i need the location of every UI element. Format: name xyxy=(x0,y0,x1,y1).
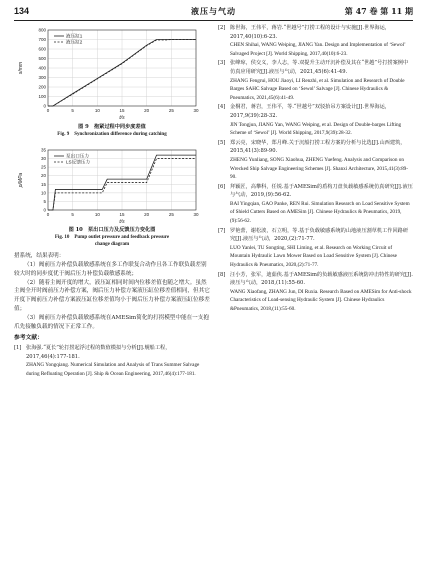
y-tick-label: 800 xyxy=(38,27,46,33)
reference-text: 拜颖匠，高攀科，任锐.基于AMESim的盾构刀盘负载敏感系统仿真研究[J].液压与气动，2019,(9):56-62. xyxy=(230,183,413,199)
figure-9-caption-en: Fig. 9 Synchronization difference during catching xyxy=(57,131,167,137)
figure-10 xyxy=(14,144,210,249)
reference-item xyxy=(218,24,413,58)
reference-number: [8] xyxy=(218,271,226,278)
figure-9-caption-cn: 图 9 抱紧过程中同步度差值 xyxy=(78,123,146,130)
legend-label: 液压缸1 xyxy=(66,33,83,39)
y-tick-label: 700 xyxy=(38,37,46,42)
reference-text-en: ZHENG Yunliang, SONG Xiaohua, ZHENG Yuefeng. Analysis and Comparison on Wrecked Ship Salvage Engineering Schemes [J]. Shanxi Architecture, 2015,41(3):89-90. xyxy=(230,156,408,181)
paragraph: （2）随着主阀开度的增大，液压缸相同时间内位移差值也随之增大。虽然主阀全开时阀前压力补偿方案，阀后压力补偿方案液压缸位移差值相同，但其它开度下阀前压力补偿方案液压缸位移差值均小于阀后压力补偿方案液压缸位移差值； xyxy=(14,279,210,312)
reference-text-en: ZHANG Yongqiang. Numerical Simulation and Analysis of Trans Summer Salvage during Refloating Operation [J]. Ship & Ocean Engineering, 2017,46(4):177-181. xyxy=(26,362,200,377)
reference-text-en: JIN Tongjun, JIANG Yan, WANG Weiping, et al. Design of Double-barges Lifting Scheme of ‘Sewol’ [J]. World Shipping, 2017,9(39):28-32. xyxy=(230,121,402,137)
reference-number: [2] xyxy=(218,25,226,31)
x-tick-label: 0 xyxy=(46,108,50,113)
x-tick-label: 5 xyxy=(71,211,74,217)
x-tick-label: 20 xyxy=(144,211,150,217)
y-tick-label: 5 xyxy=(43,198,46,204)
x-tick-label: 15 xyxy=(119,211,125,217)
y-tick-label: 30 xyxy=(40,155,46,161)
y-tick-label: 20 xyxy=(40,172,46,178)
y-axis-label: s/mm xyxy=(18,61,24,75)
paragraph: （3）阀前压力补偿负载敏感系统在AMESim简化的打拐模型中能在一支抱爪先接触负载的情况下正常工作。 xyxy=(14,314,209,330)
paragraph: 措系统，结果表明： xyxy=(14,253,65,260)
x-tick-label: 30 xyxy=(193,108,199,113)
figure-9 xyxy=(14,24,210,138)
reference-text-en: ZHANG Fengrui, HOU Jiaoyi, LI Renzhi, et al. Simulation and Research of Double Barges SAHC Salvage Based on ‘Sewol’ Salvage [J]. Chinese Hydraulics & Pneumatics, 2021,45(6):41-49. xyxy=(230,77,405,101)
reference-text-en: CHEN Shihai, WANG Weiping, JIANG Yan. Design and Implementation of ‘Sewol’ Salvaged Project [J]. World Shipping, 2017,40(10):6-23. xyxy=(230,42,406,57)
x-tick-label: 25 xyxy=(168,108,174,113)
y-tick-label: 25 xyxy=(40,164,46,170)
reference-number: [5] xyxy=(218,139,226,146)
legend-label: 液压缸2 xyxy=(66,39,83,45)
y-tick-label: 0 xyxy=(43,207,46,213)
reference-number: [3] xyxy=(218,60,226,67)
y-tick-label: 300 xyxy=(38,75,46,80)
y-tick-label: 600 xyxy=(38,46,46,52)
reference-text-en: BAI Yingqian, GAO Panke, REN Rui. Simulation Research on Load Sensitive System of Shield Cutters Based on AMESim [J]. Chinese Hydraulics & Pneumatics, 2019,(9):56-62. xyxy=(230,200,410,225)
header-rule xyxy=(14,20,413,21)
figure-10-caption-en-2: change diagram xyxy=(94,242,130,248)
x-tick-label: 20 xyxy=(144,108,150,113)
reference-text: 金桐君，蒋岩，王伟平，等.“世越号”双驳抬吊方案设计[J].世界海运，2017,9(39):28-32. xyxy=(230,104,390,119)
y-tick-label: 200 xyxy=(38,84,46,90)
reference-item xyxy=(14,344,210,378)
reference-item xyxy=(218,139,413,182)
y-tick-label: 400 xyxy=(38,65,46,71)
x-axis-label: t/s xyxy=(119,218,125,224)
figure-10-caption-en-1: Fig. 10 Pump outlet pressure and feedback pressure xyxy=(54,235,170,241)
reference-item xyxy=(218,271,413,314)
x-tick-label: 15 xyxy=(119,108,125,113)
journal-name: 液压与气动 xyxy=(191,6,236,16)
y-tick-label: 100 xyxy=(38,94,46,99)
x-tick-label: 0 xyxy=(46,211,50,217)
reference-item xyxy=(218,227,413,270)
reference-number: [7] xyxy=(218,227,226,234)
chart-figure-9 xyxy=(14,24,210,120)
x-tick-label: 25 xyxy=(168,211,174,217)
y-tick-label: 10 xyxy=(40,189,46,195)
page-number: 134 xyxy=(14,6,30,16)
reference-text: 张海强.“夏长”轮打捞起浮过程的数值模拟与分析[J].舰船工程，2017,46(4):177-181. xyxy=(26,344,171,360)
figure-10-caption-cn: 图 10 泵出口压力及反馈压力变化图 xyxy=(68,227,156,234)
x-tick-label: 10 xyxy=(94,211,100,217)
legend-label: LS反馈压力 xyxy=(66,159,90,165)
reference-text: 汪小芳，张军，迪茹侠.基于AMESim的负载敏感液压系统防冲击特性的研究[J].液压与气动，2018,(11):55-60. xyxy=(230,271,413,287)
legend-label: 泵出口压力 xyxy=(66,153,89,159)
y-tick-label: 0 xyxy=(43,103,46,109)
references-heading: 参考文献： xyxy=(14,335,43,342)
reference-number: [6] xyxy=(218,183,226,190)
y-tick-label: 15 xyxy=(40,181,46,187)
x-tick-label: 10 xyxy=(94,108,100,113)
right-column xyxy=(218,24,413,315)
page-header xyxy=(14,6,413,20)
chart-figure-10 xyxy=(14,144,210,224)
reference-item xyxy=(218,183,413,226)
x-tick-label: 5 xyxy=(71,108,74,113)
reference-text: 陈世海，王伟平，蒋岩.“世越号”打捞工程的设计与实施[J].世界海运，2017,40(10):6-23. xyxy=(230,25,390,40)
reference-text-en: LUO Yanlei, TU Songting, SHI Liming, et al. Research on Working Circuit of Mountain Hydraulic Lawn Mower Based on Load Sensitive System [J]. Chinese Hydraulics & Pneumatics, 2020,(2):71-77. xyxy=(230,244,397,269)
x-axis-label: t/s xyxy=(119,115,125,120)
reference-number: [4] xyxy=(218,104,226,111)
y-tick-label: 500 xyxy=(38,56,46,61)
reference-text-en: WANG Xiaofang, ZHANG Jun, DI Ruxia. Research Based on AMESim for Anti-shock Characteristics of Load-sensing Hydraulic System [J]. Chinese Hydraulics &Pneumatics, 2018,(11):55-60. xyxy=(230,288,412,312)
y-tick-label: 35 xyxy=(40,147,46,153)
x-tick-label: 30 xyxy=(193,211,199,217)
reference-text: 罗艳蕾，谢松波，石立明，等.基于负载敏感系统的山地液压割草机工作回路研究[J].液压与气动，2020,(2):71-77. xyxy=(230,227,409,243)
volume-issue: 第 47 卷 第 11 期 xyxy=(344,6,413,16)
paragraph: （1）阀前压力补偿负载敏感系统在多工作联复合动作且各工作联负载差别较大时的同步度优于阀后压力补偿负载敏感系统； xyxy=(14,261,207,277)
reference-item xyxy=(218,103,413,137)
left-column xyxy=(14,24,210,379)
y-axis-label: p/MPa xyxy=(18,172,24,187)
reference-item xyxy=(218,59,413,102)
reference-number: [1] xyxy=(14,344,22,351)
body-text xyxy=(14,252,210,331)
reference-text: 张峰琼，侯交义，李人志，等.双提升主动开沉补偿及其在“世越”号打捞案例中仿真应用研究[J].液压与气动，2021,45(6):41-49. xyxy=(230,60,409,75)
reference-text: 郑云亮，宋晓华，郑月峰.关于沉船打捞工程方案的分析与比选[J].山西建筑，2015,41(3):89-90. xyxy=(230,139,406,155)
